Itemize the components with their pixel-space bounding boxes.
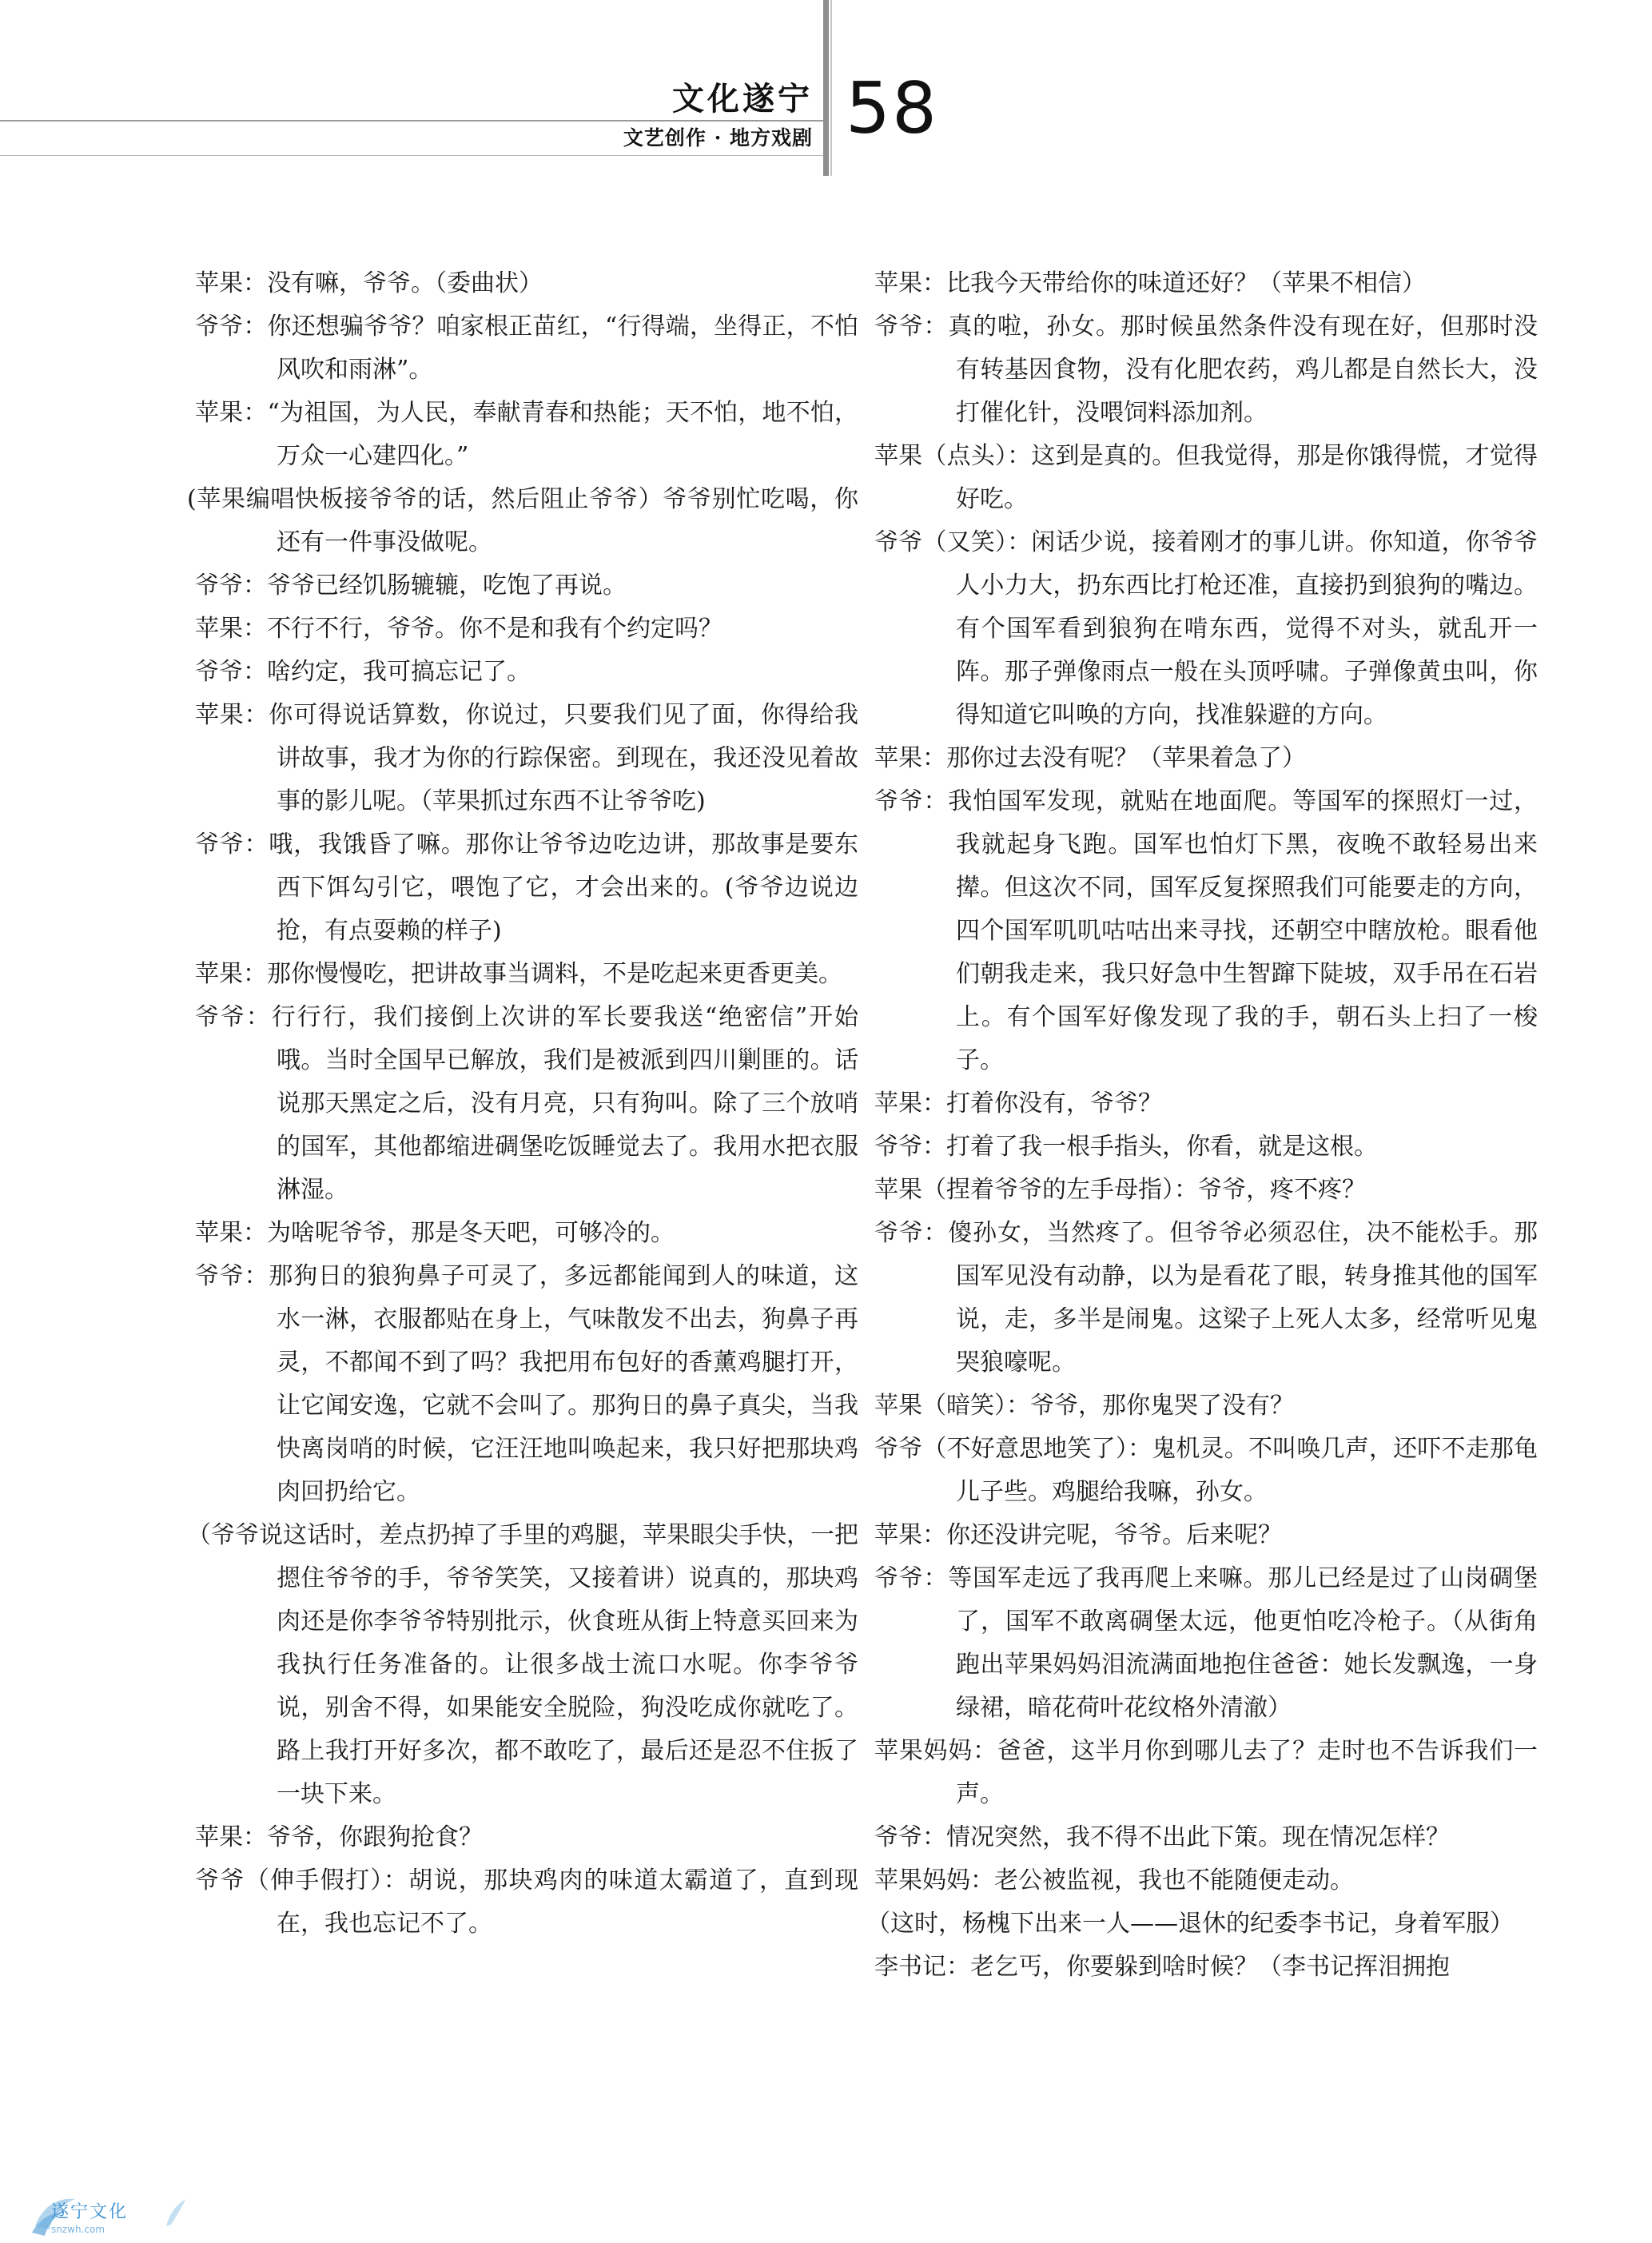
- dialogue-line: 爷爷：哦，我饿昏了嘛。那你让爷爷边吃边讲，那故事是要东西下饵勾引它，喂饱了它，才会出来的。(爷爷边说边抢，有点耍赖的样子): [195, 831, 858, 945]
- dialogue-line: 爷爷（伸手假打）：胡说，那块鸡肉的味道太霸道了，直到现在，我也忘记不了。: [195, 1867, 858, 1938]
- dialogue-line: 李书记：老乞丐，你要躲到啥时候？（李书记挥泪拥抱: [874, 1953, 1450, 1981]
- dialogue-line: 苹果：比我今天带给你的味道还好？（苹果不相信）: [874, 269, 1426, 297]
- dialogue-line: 苹果妈妈：老公被监视，我也不能随便走动。: [874, 1867, 1354, 1894]
- dialogue-line: 苹果：你可得说话算数，你说过，只要我们见了面，你得给我讲故事，我才为你的行踪保密。到现在，我还没见着故事的影儿呢。（苹果抓过东西不让爷爷吃): [195, 701, 858, 815]
- header-rule-top: [0, 120, 825, 122]
- dialogue-line: 苹果：打着你没有，爷爷？: [874, 1090, 1162, 1118]
- header-vertical-bar: [823, 0, 829, 176]
- dialogue-line: 苹果（捏着爷爷的左手母指）：爷爷，疼不疼？: [874, 1176, 1366, 1204]
- dialogue-line: 爷爷：等国军走远了我再爬上来嘛。那儿已经是过了山岗碉堡了，国军不敢离碉堡太远，他更怕吃冷枪子。（从街角跑出苹果妈妈泪流满面地抱住爸爸：她长发飘逸，一身绿裙，暗花荷叶花纹格外清澈）: [874, 1564, 1538, 1722]
- left-column: [187, 262, 858, 1946]
- dialogue-line: 苹果：爷爷，你跟狗抢食？: [195, 1823, 483, 1851]
- stage-direction: （爷爷说这话时，差点扔掉了手里的鸡腿，苹果眼尖手快，一把摁住爷爷的手，爷爷笑笑，又接着讲）说真的，那块鸡肉还是你李爷爷特别批示，伙食班从街上特意买回来为我执行任务准备的。让很多战士流口水呢。你李爷爷说，别舍不得，如果能安全脱险，狗没吃成你就吃了。路上我打开好多次，都不敢吃了，最后还是忍不住扳了一块下来。: [187, 1521, 858, 1808]
- dialogue-line: 爷爷：傻孙女，当然疼了。但爷爷必须忍住，决不能松手。那国军见没有动静，以为是看花了眼，转身推其他的国军说，走，多半是闹鬼。这梁子上死人太多，经常听见鬼哭狼嚎呢。: [874, 1219, 1538, 1376]
- dialogue-line: 爷爷（又笑）：闲话少说，接着刚才的事儿讲。你知道，你爷爷人小力大，扔东西比打枪还准，直接扔到狼狗的嘴边。有个国军看到狼狗在啃东西，觉得不对头，就乱开一阵。那子弹像雨点一般在头顶呼啸。子弹像黄虫叫，你得知道它叫唤的方向，找准躲避的方向。: [874, 528, 1538, 729]
- dialogue-line: 苹果妈妈：爸爸，这半月你到哪儿去了？走时也不告诉我们一声。: [874, 1737, 1538, 1808]
- watermark-url: snzwh.com: [51, 2224, 105, 2235]
- dialogue-line: 爷爷：你还想骗爷爷？咱家根正苗红，“行得端，坐得正，不怕风吹和雨淋”。: [195, 313, 858, 384]
- stage-direction: (苹果编唱快板接爷爷的话，然后阻止爷爷）爷爷别忙吃喝，你还有一件事没做呢。: [187, 485, 858, 556]
- dialogue-line: 爷爷：情况突然，我不得不出此下策。现在情况怎样？: [874, 1823, 1450, 1851]
- dialogue-line: 爷爷：那狗日的狼狗鼻子可灵了，多远都能闻到人的味道，这水一淋，衣服都贴在身上，气味散发不出去，狗鼻子再灵，不都闻不到了吗？我把用布包好的香薰鸡腿打开，让它闻安逸，它就不会叫了。那狗日的鼻子真尖，当我快离岗哨的时候，它汪汪地叫唤起来，我只好把那块鸡肉回扔给它。: [195, 1262, 858, 1506]
- right-column: [866, 262, 1538, 1989]
- dialogue-line: 爷爷：打着了我一根手指头，你看，就是这根。: [874, 1133, 1378, 1161]
- dialogue-line: 苹果：“为祖国，为人民，奉献青春和热能；天不怕，地不怕，万众一心建四化。”: [195, 399, 858, 470]
- dialogue-line: 爷爷：行行行，我们接倒上次讲的军长要我送“绝密信”开始哦。当时全国早已解放，我们是被派到四川剿匪的。话说那天黑定之后，没有月亮，只有狗叫。除了三个放哨的国军，其他都缩进碉堡吃饭睡觉去了。我用水把衣服淋湿。: [195, 1003, 858, 1204]
- dialogue-line: 苹果：为啥呢爷爷，那是冬天吧，可够冷的。: [195, 1219, 675, 1247]
- dialogue-line: 爷爷：我怕国军发现，就贴在地面爬。等国军的探照灯一过，我就起身飞跑。国军也怕灯下黑，夜晚不敢轻易出来撵。但这次不同，国军反复探照我们可能要走的方向，四个国军叽叽咕咕出来寻找，还朝空中瞎放枪。眼看他们朝我走来，我只好急中生智蹿下陡坡，双手吊在石岩上。有个国军好像发现了我的手，朝石头上扫了一梭子。: [874, 787, 1538, 1074]
- dialogue-line: 苹果（暗笑）：爷爷，那你鬼哭了没有？: [874, 1392, 1294, 1420]
- page-number: 58: [846, 67, 938, 149]
- stage-direction: （这时，杨槐下出来一人——退休的纪委李书记，身着军服）: [866, 1910, 1514, 1938]
- column-title: 文化遂宁: [672, 80, 813, 118]
- column-subtitle: 文艺创作 · 地方戏剧: [623, 126, 813, 149]
- dialogue-line: 苹果：你还没讲完呢，爷爷。后来呢？: [874, 1521, 1282, 1549]
- dialogue-line: 苹果（点头）：这到是真的。但我觉得，那是你饿得慌，才觉得好吃。: [874, 442, 1538, 513]
- header-rule-bottom: [0, 155, 825, 156]
- dialogue-line: 苹果：那你慢慢吃，把讲故事当调料，不是吃起来更香更美。: [195, 960, 842, 988]
- dialogue-line: 爷爷：真的啦，孙女。那时候虽然条件没有现在好，但那时没有转基因食物，没有化肥农药，鸡儿都是自然长大，没打催化针，没喂饲料添加剂。: [874, 313, 1538, 427]
- header-vertical-bar-thin: [830, 0, 832, 176]
- dialogue-line: 爷爷：爷爷已经饥肠辘辘，吃饱了再说。: [195, 572, 627, 600]
- dialogue-line: 爷爷：啥约定，我可搞忘记了。: [195, 658, 531, 686]
- dialogue-line: 苹果：那你过去没有呢？（苹果着急了）: [874, 744, 1306, 772]
- dialogue-line: 苹果：不行不行，爷爷。你不是和我有个约定吗？: [195, 615, 723, 643]
- dialogue-line: 苹果：没有嘛，爷爷。（委曲状）: [195, 269, 543, 297]
- dialogue-line: 爷爷（不好意思地笑了）：鬼机灵。不叫唤几声，还吓不走那龟儿子些。鸡腿给我嘛，孙女。: [874, 1435, 1538, 1506]
- watermark-text: 遂宁文化: [51, 2202, 129, 2222]
